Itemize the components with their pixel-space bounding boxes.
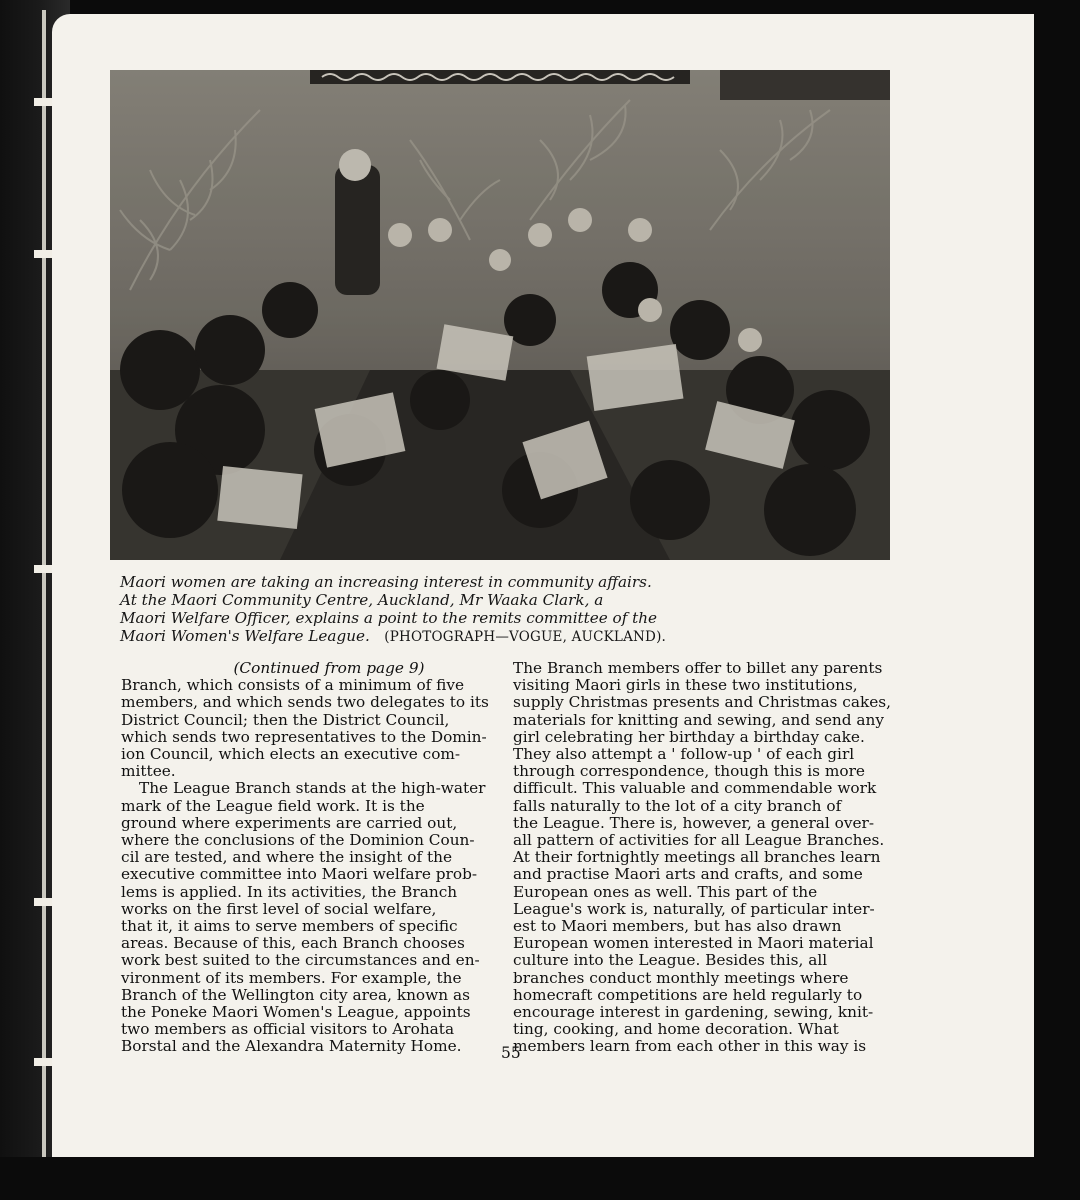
caption-last-text: Maori Women's Welfare League. xyxy=(120,627,370,645)
text-line: works on the first level of social welfare, xyxy=(121,899,437,918)
text-line: the League. There is, however, a general over- xyxy=(513,813,875,832)
text-line: homecraft competitions are held regularly to xyxy=(513,985,863,1004)
text-line: materials for knitting and sewing, and send any xyxy=(513,710,885,729)
text-line: Borstal and the Alexandra Maternity Home. xyxy=(121,1037,462,1056)
community-meeting-photo xyxy=(110,70,890,560)
text-line: two members as official visitors to Arohata xyxy=(121,1020,455,1039)
text-line: girl celebrating her birthday a birthday cake. xyxy=(513,727,865,746)
text-line: visiting Maori girls in these two institutions, xyxy=(513,676,858,695)
text-line: At their fortnightly meetings all branches learn xyxy=(513,848,881,867)
photo-caption xyxy=(120,573,700,646)
left-column xyxy=(121,660,497,1056)
text-line: where the conclusions of the Dominion Coun- xyxy=(121,831,475,850)
text-line: European women interested in Maori material xyxy=(513,934,874,953)
text-line: the Poneke Maori Women's League, appoints xyxy=(121,1003,471,1022)
text-line: members learn from each other in this way is xyxy=(513,1037,867,1056)
text-line: District Council; then the District Council, xyxy=(121,710,450,729)
text-line: all pattern of activities for all League Branches. xyxy=(513,831,885,850)
text-line: which sends two representatives to the Domin- xyxy=(121,727,487,746)
text-line: falls naturally to the lot of a city branch of xyxy=(513,796,842,815)
caption-line: At the Maori Community Centre, Auckland, Mr Waaka Clark, a xyxy=(120,591,604,609)
caption-line-last xyxy=(120,627,700,646)
text-line: They also attempt a ' follow-up ' of each girl xyxy=(513,745,855,764)
text-line: ground where experiments are carried out, xyxy=(121,813,458,832)
text-line: mittee. xyxy=(121,762,176,781)
text-line: members, and which sends two delegates to its xyxy=(121,693,489,712)
text-line: ting, cooking, and home decoration. What xyxy=(513,1020,839,1039)
text-line: and practise Maori arts and crafts, and some xyxy=(513,865,863,884)
text-line: Branch, which consists of a minimum of five xyxy=(121,676,465,695)
text-line: est to Maori members, but has also drawn xyxy=(513,917,842,936)
text-line: executive committee into Maori welfare prob- xyxy=(121,865,478,884)
text-line: encourage interest in gardening, sewing, knit- xyxy=(513,1003,874,1022)
text-line: work best suited to the circumstances and en- xyxy=(121,951,480,970)
caption-line: Maori women are taking an increasing interest in community affairs. xyxy=(120,573,652,591)
right-column xyxy=(513,660,898,1056)
text-line: lems is applied. In its activities, the Branch xyxy=(121,882,458,901)
text-line: difficult. This valuable and commendable work xyxy=(513,779,877,798)
text-line: that it, it aims to serve members of specific xyxy=(121,917,458,936)
text-line: branches conduct monthly meetings where xyxy=(513,968,849,987)
text-line: Branch of the Wellington city area, known as xyxy=(121,985,470,1004)
text-line: cil are tested, and where the insight of the xyxy=(121,848,453,867)
scan-bottom-border xyxy=(0,1157,1080,1200)
text-line: The Branch members offer to billet any parents xyxy=(513,659,883,677)
photo-illustration xyxy=(110,70,890,560)
text-line: ion Council, which elects an executive com- xyxy=(121,745,461,764)
text-line: vironment of its members. For example, the xyxy=(121,968,462,987)
text-line: mark of the League field work. It is the xyxy=(121,796,425,815)
text-line: culture into the League. Besides this, all xyxy=(513,951,828,970)
text-line: supply Christmas presents and Christmas cakes, xyxy=(513,693,891,712)
text-line: The League Branch stands at the high-water xyxy=(139,779,486,798)
text-line: through correspondence, though this is more xyxy=(513,762,865,781)
text-line: League's work is, naturally, of particular inter- xyxy=(513,899,875,918)
continued-note: (Continued from page 9) xyxy=(233,659,425,677)
page-number: 55 xyxy=(501,1044,521,1062)
photo-credit: (PHOTOGRAPH—VOGUE, AUCKLAND). xyxy=(384,629,667,645)
binding-wire xyxy=(42,10,46,1160)
caption-line: Maori Welfare Officer, explains a point to the remits committee of the xyxy=(120,609,658,627)
text-line: European ones as well. This part of the xyxy=(513,882,818,901)
text-line: areas. Because of this, each Branch chooses xyxy=(121,934,465,953)
